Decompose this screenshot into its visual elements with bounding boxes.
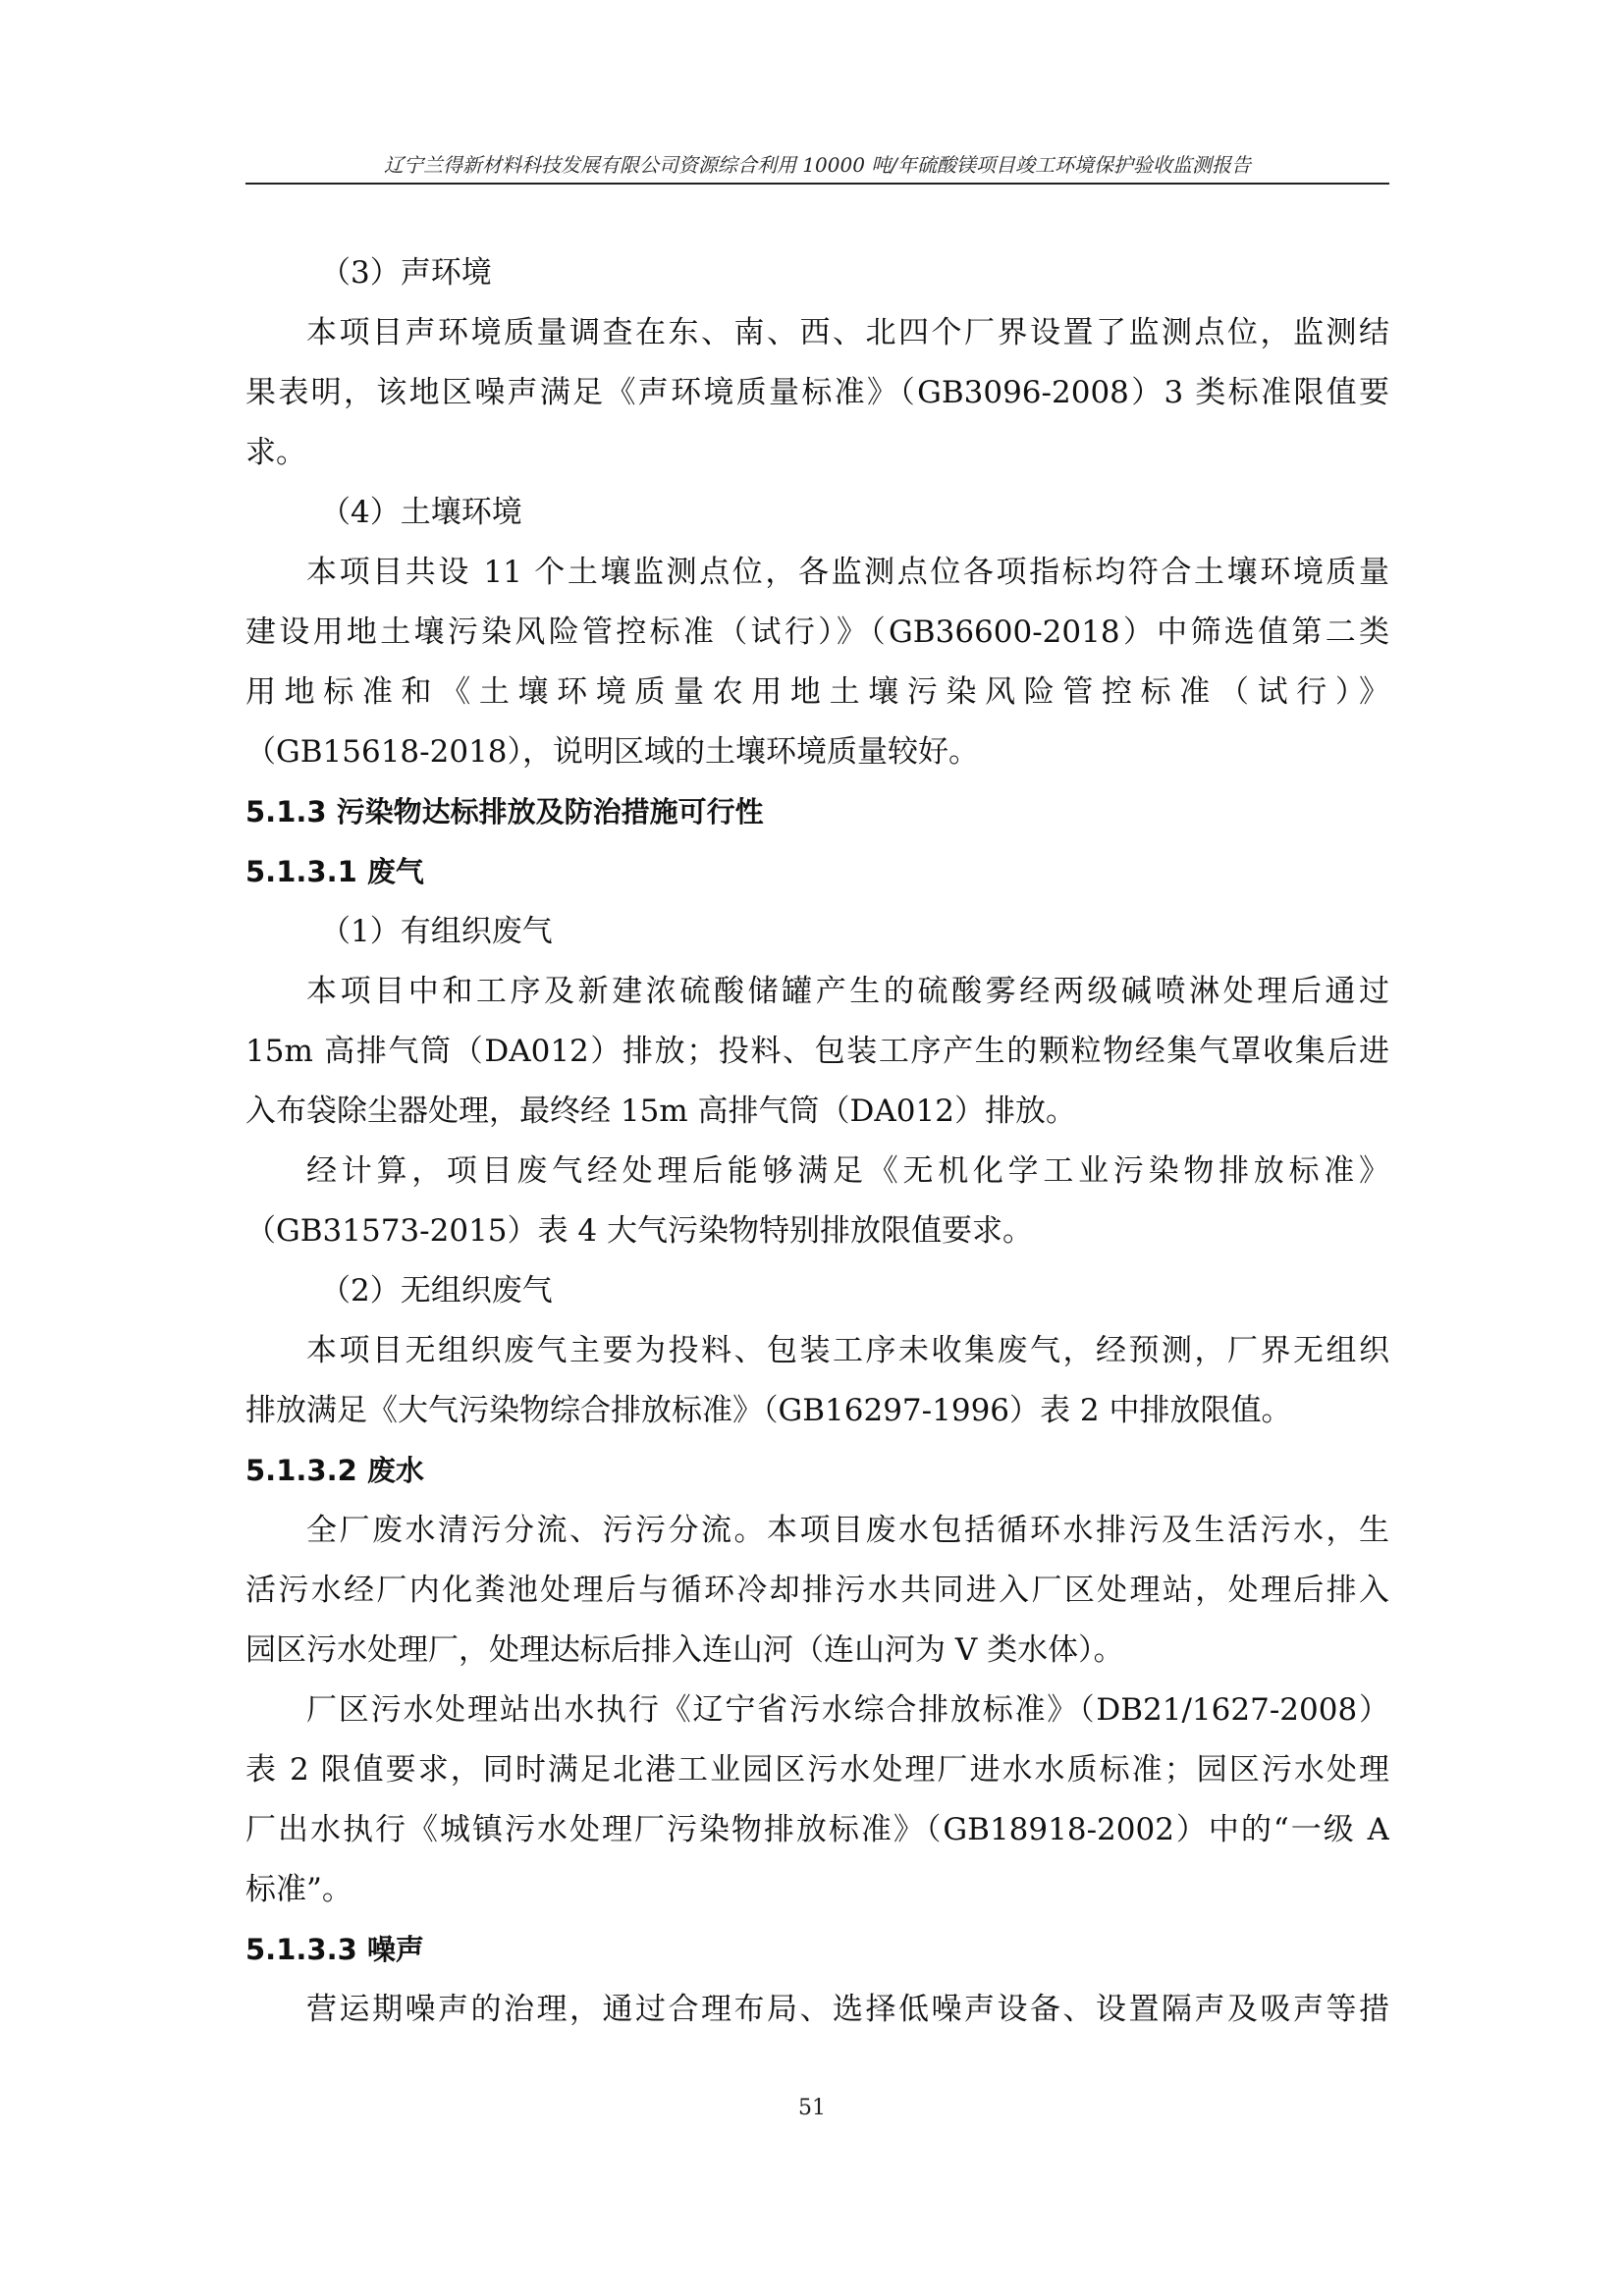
paragraph-line: 表 2 限值要求，同时满足北港工业园区污水处理厂进水水质标准；园区污水处理 <box>245 1752 1389 1788</box>
paragraph-line: 营运期噪声的治理，通过合理布局、选择低噪声设备、设置隔声及吸声等措 <box>306 1992 1389 2027</box>
paragraph-line: 本项目声环境质量调查在东、南、西、北四个厂界设置了监测点位，监测结 <box>306 315 1389 350</box>
paragraph-line: （GB15618-2018），说明区域的土壤环境质量较好。 <box>245 734 980 770</box>
paragraph-line: 园区污水处理厂，处理达标后排入连山河（连山河为 V 类水体）。 <box>245 1632 1124 1668</box>
subheading-soil-environment: （4）土壤环境 <box>320 495 522 530</box>
paragraph-line: 本项目中和工序及新建浓硫酸储罐产生的硫酸雾经两级碱喷淋处理后通过 <box>306 974 1389 1009</box>
paragraph-line: 本项目共设 11 个土壤监测点位，各监测点位各项指标均符合土壤环境质量 <box>306 555 1389 590</box>
paragraph-line: （GB31573-2015）表 4 大气污染物特别排放限值要求。 <box>245 1213 1033 1249</box>
paragraph-line: 活污水经厂内化粪池处理后与循环冷却排污水共同进入厂区处理站，处理后排入 <box>245 1573 1389 1608</box>
paragraph-line: 果表明，该地区噪声满足《声环境质量标准》（GB3096-2008）3 类标准限值要 <box>245 375 1389 410</box>
subheading-unorganized-emissions: （2）无组织废气 <box>320 1273 553 1308</box>
subheading-organized-emissions: （1）有组织废气 <box>320 914 553 949</box>
running-header: 辽宁兰得新材料科技发展有限公司资源综合利用 10000 吨/年硫酸镁项目竣工环境保护验收监测报告 <box>383 153 1252 177</box>
paragraph-line: 厂区污水处理站出水执行《辽宁省污水综合排放标准》（DB21/1627-2008） <box>306 1692 1389 1728</box>
paragraph-line: 本项目无组织废气主要为投料、包装工序未收集废气，经预测，厂界无组织 <box>306 1333 1389 1368</box>
document-body <box>245 243 1389 2040</box>
subheading-sound-environment: （3）声环境 <box>320 255 492 291</box>
paragraph-line: 排放满足《大气污染物综合排放标准》（GB16297-1996）表 2 中排放限值。 <box>245 1393 1292 1428</box>
paragraph-line: 15m 高排气筒（DA012）排放；投料、包装工序产生的颗粒物经集气罩收集后进 <box>245 1034 1389 1069</box>
header-rule <box>245 183 1389 185</box>
section-heading-5-1-3-1: 5.1.3.1 废气 <box>245 855 424 888</box>
page-number: 51 <box>798 2096 826 2120</box>
section-heading-5-1-3-2: 5.1.3.2 废水 <box>245 1454 424 1487</box>
paragraph-line: 经计算，项目废气经处理后能够满足《无机化学工业污染物排放标准》 <box>306 1153 1389 1189</box>
paragraph-line: 求。 <box>245 435 306 470</box>
paragraph-line: 全厂废水清污分流、污污分流。本项目废水包括循环水排污及生活污水，生 <box>306 1513 1389 1548</box>
paragraph-line: 入布袋除尘器处理，最终经 15m 高排气筒（DA012）排放。 <box>245 1094 1076 1129</box>
section-heading-5-1-3-3: 5.1.3.3 噪声 <box>245 1933 424 1966</box>
paragraph-line: 标准”。 <box>245 1872 352 1907</box>
paragraph-line: 建设用地土壤污染风险管控标准（试行）》（GB36600-2018）中筛选值第二类 <box>245 614 1389 650</box>
section-heading-5-1-3: 5.1.3 污染物达标排放及防治措施可行性 <box>245 795 764 828</box>
paragraph-line: 厂出水执行《城镇污水处理厂污染物排放标准》（GB18918-2002）中的“一级 A <box>245 1812 1389 1847</box>
paragraph-line: 用地标准和《土壤环境质量农用地土壤污染风险管控标准（试行）》 <box>245 674 1389 710</box>
